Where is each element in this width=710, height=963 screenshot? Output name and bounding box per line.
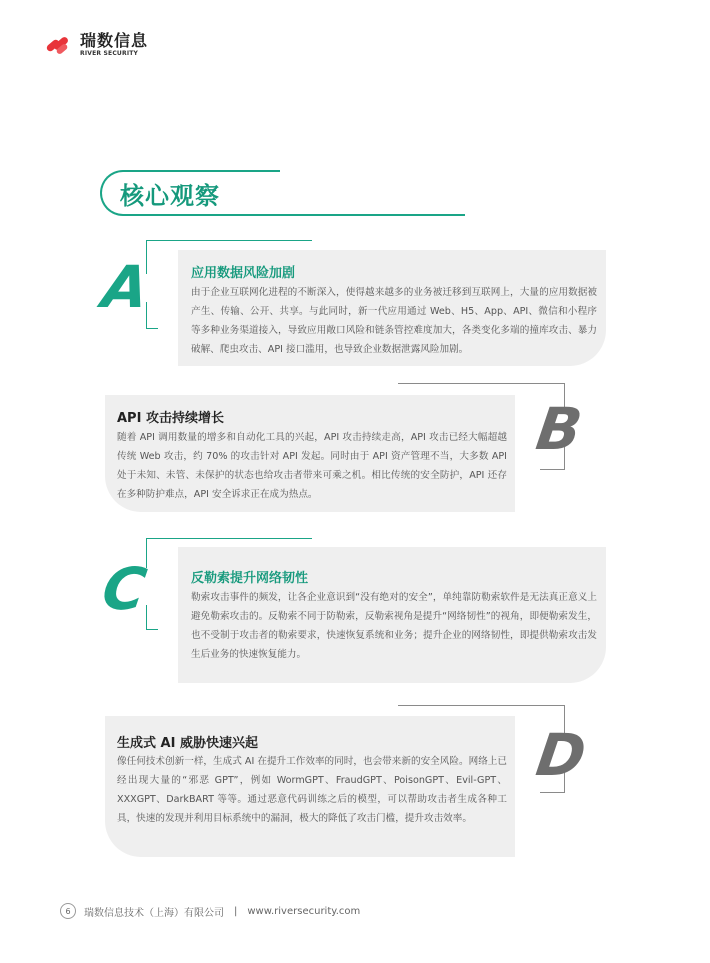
footer-separator: | [234, 905, 238, 917]
card-d-body: 像任何技术创新一样，生成式 AI 在提升工作效率的同时，也会带来新的安全风险。网络上已经出现大量的“邪恶 GPT”，例如 WormGPT、FraudGPT、PoisonGPT、Evil-GPT、XXXGPT、DarkBART 等等。通过恶意代码训练之后的模型，可以帮助攻击者生成各种工具，快速的发现并利用目标系统中的漏洞，极大的降低了攻击门槛，提升攻击效率。 [117, 756, 507, 824]
section-title-frame [100, 170, 365, 218]
title-underline [250, 214, 465, 216]
card-b-letter: B [532, 395, 586, 463]
card-a-bracket-bottom [146, 302, 158, 329]
logo-company-cn: 瑞数信息 [80, 31, 149, 50]
card-c-letter: C [98, 555, 151, 623]
logo-mark-icon [44, 32, 74, 58]
card-c [178, 547, 606, 683]
card-d [105, 716, 515, 857]
page-number: 6 [60, 903, 76, 919]
card-c-title: 反勒索提升网络韧性 [191, 571, 309, 586]
page-footer [60, 903, 360, 919]
logo-company-en: RIVER SECURITY [80, 50, 139, 57]
card-c-body: 勒索攻击事件的频发，让各企业意识到“没有绝对的安全”，单纯靠防勒索软件是无法真正意义上避免勒索攻击的。反勒索不同于防勒索，反勒索视角是提升“网络韧性”的视角，即便勒索发生，也不受制于攻击者的勒索要求，快速恢复系统和业务；提升企业的网络韧性，即提供勒索攻击发生后业务的快速恢复能力。 [191, 592, 597, 660]
card-b-title: API 攻击持续增长 [117, 411, 224, 426]
section-title: 核心观察 [120, 182, 220, 210]
card-b [105, 395, 515, 512]
company-logo [44, 32, 148, 58]
card-a-title: 应用数据风险加剧 [191, 266, 296, 281]
card-b-body: 随着 API 调用数量的增多和自动化工具的兴起，API 攻击持续走高，API 攻击已经大幅超越传统 Web 攻击，约 70% 的攻击针对 API 发起。同时由于 API 资产管理不当，大多数 API 处于未知、未管、未保护的状态也给攻击者带来可乘之机。相比传统的安全防护，API 还存在多种防护难点，API 安全诉求正在成为热点。 [117, 432, 507, 500]
footer-website: www.riversecurity.com [247, 905, 361, 917]
card-a [178, 250, 606, 366]
footer-company: 瑞数信息技术（上海）有限公司 [84, 907, 224, 919]
card-a-letter: A [98, 253, 153, 321]
card-c-bracket-bottom [146, 605, 158, 630]
card-d-title: 生成式 AI 威胁快速兴起 [117, 736, 258, 751]
card-d-letter: D [532, 721, 590, 789]
card-a-body: 由于企业互联网化进程的不断深入，使得越来越多的业务被迁移到互联网上，大量的应用数据被产生、传输、公开、共享。与此同时，新一代应用通过 Web、H5、App、API、微信和小程序等多种业务渠道接入，导致应用敞口风险和链条管控难度加大，各类变化多端的撞库攻击、暴力破解、爬虫攻击、API 接口滥用，也导致企业数据泄露风险加剧。 [191, 287, 597, 355]
